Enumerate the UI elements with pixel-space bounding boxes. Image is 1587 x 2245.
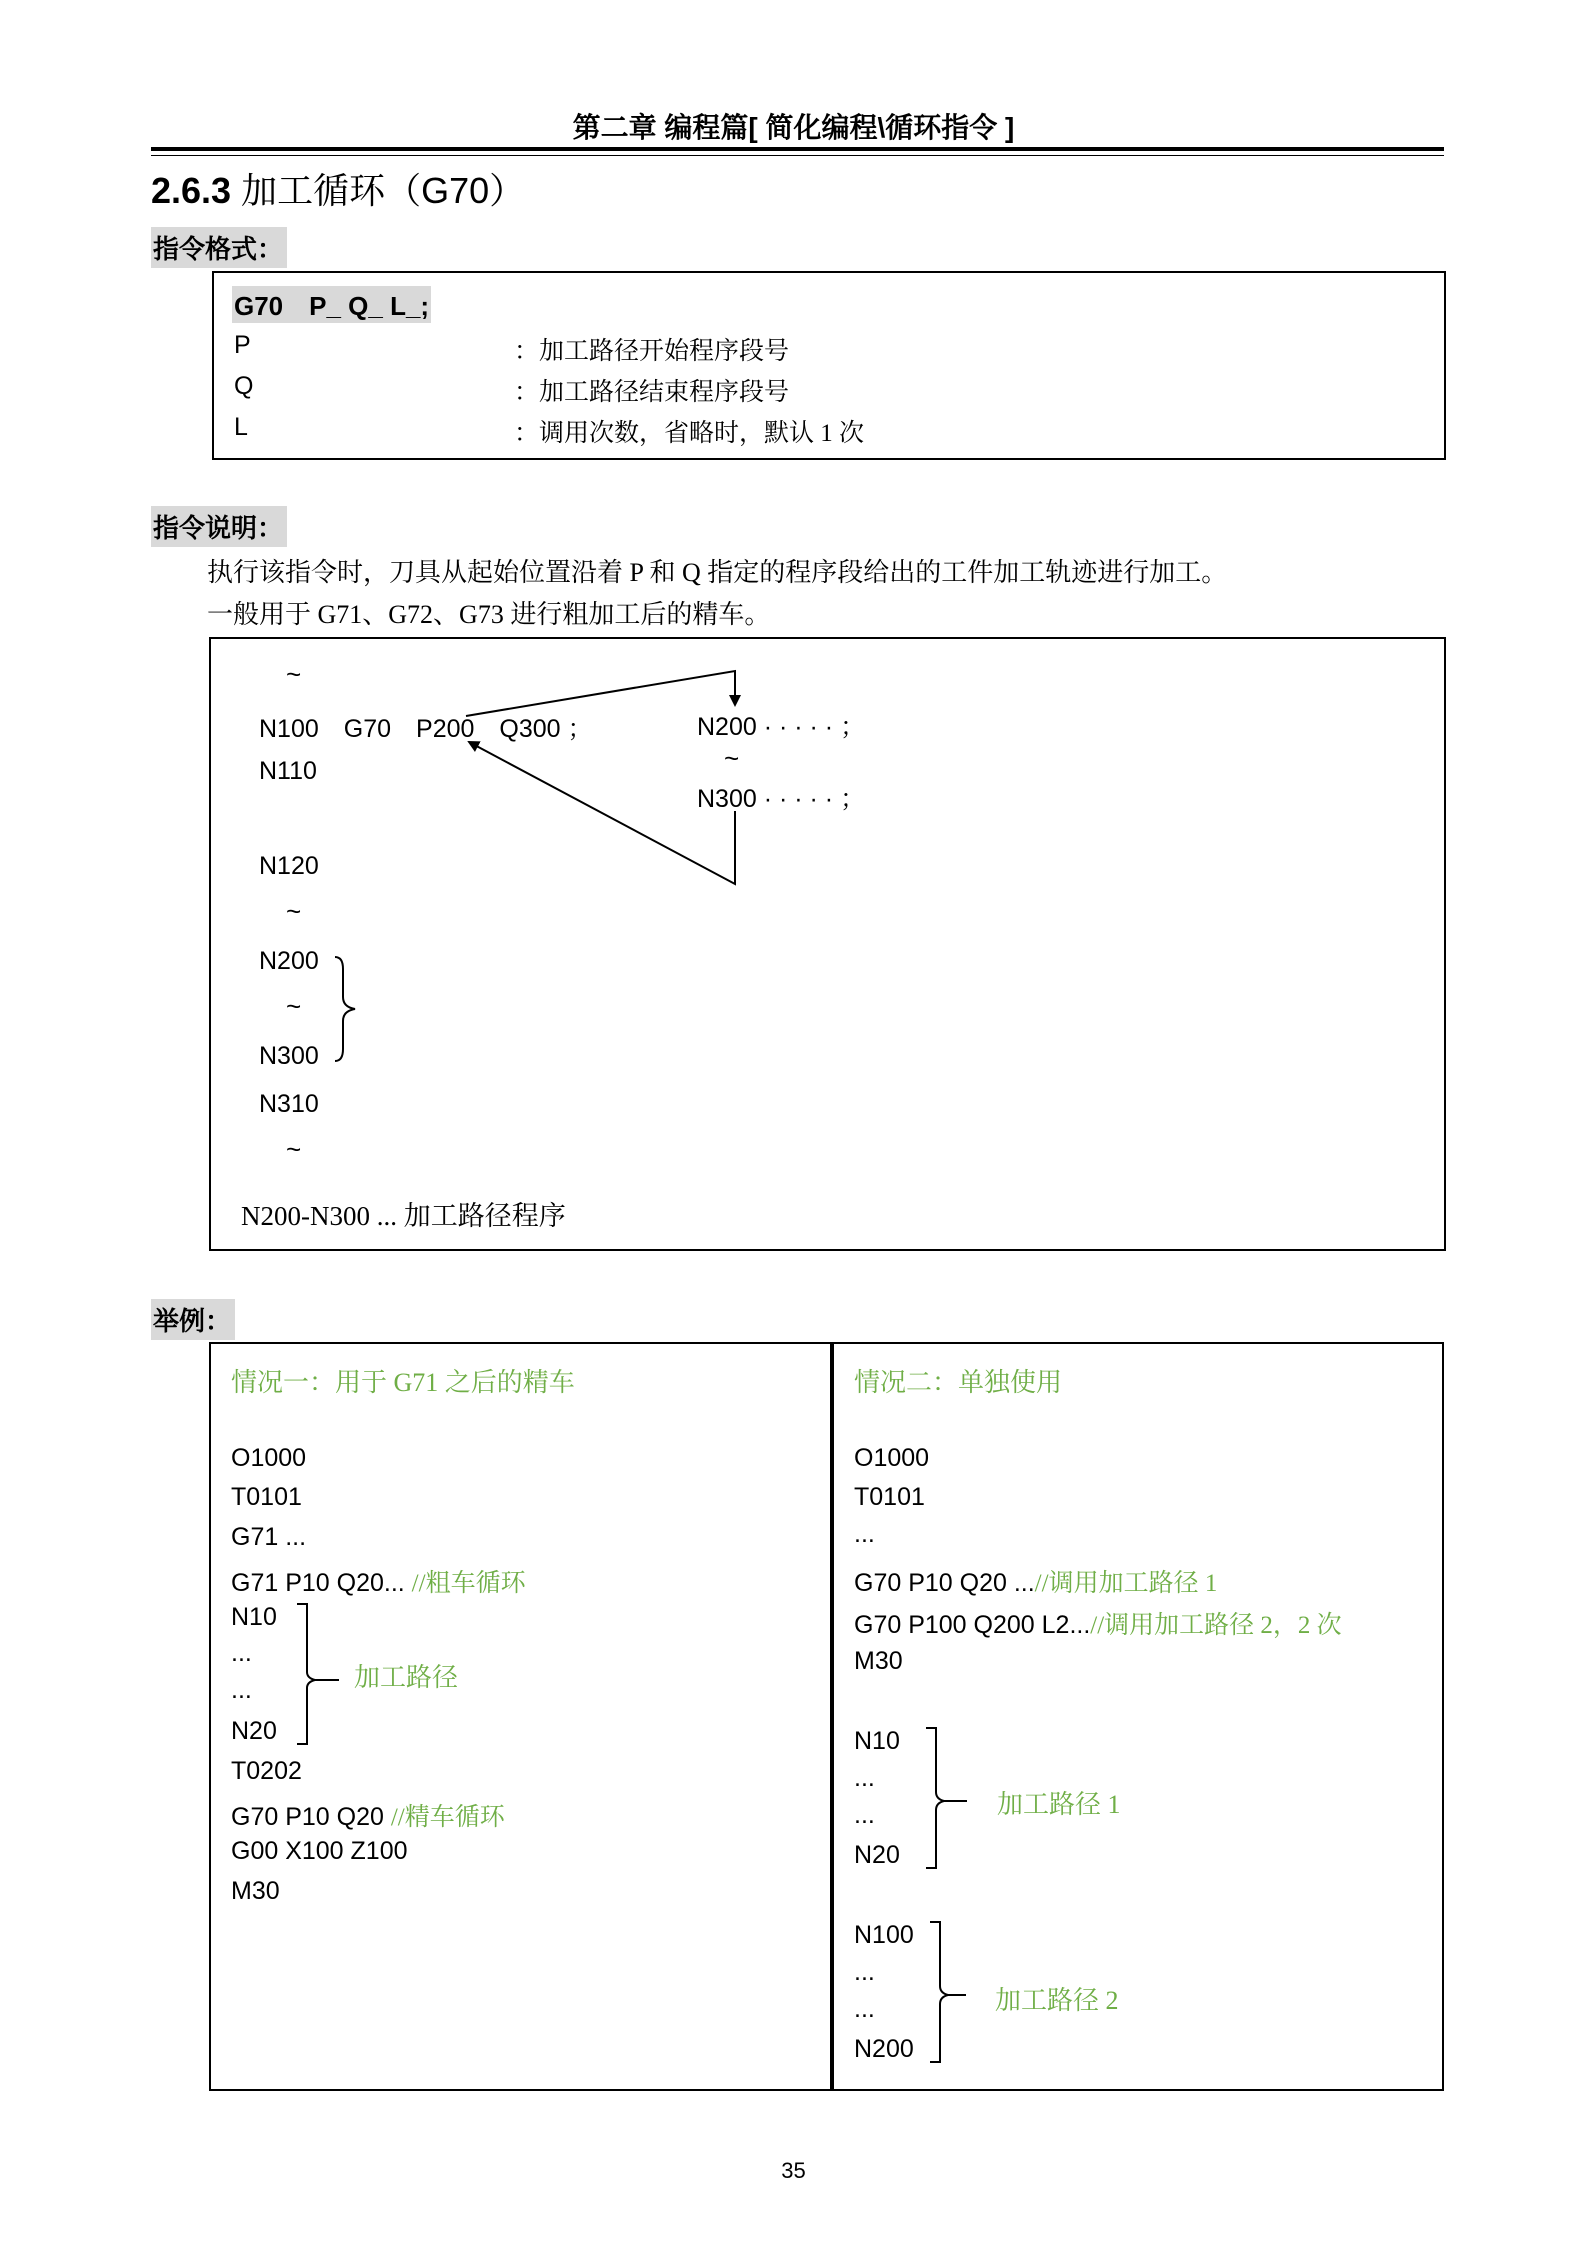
diagram-tilde-4: ~ [286, 1134, 302, 1164]
case2-brace-2 [930, 1922, 966, 2062]
section-title: 加工循环（G70） [241, 170, 526, 211]
param-q-desc: ：加工路径结束程序段号 [514, 379, 790, 406]
diagram-brace [335, 957, 355, 1061]
case2-g70-2-comment: //调用加工路径 2，2 次 [1090, 1612, 1342, 1639]
case2-brace-1 [926, 1728, 967, 1868]
case1-line-o1000: O1000 [231, 1444, 307, 1472]
case1-line-m30: M30 [231, 1877, 280, 1905]
header-rule-thick [151, 147, 1444, 151]
case2-g2-dots-2: ... [854, 1995, 875, 2023]
diagram-box [209, 637, 1446, 1251]
diagram-n200: N200 [259, 947, 319, 975]
diagram-sub-tilde: ~ [724, 743, 740, 773]
diagram-sub-n200: N200 · · · · · ； [697, 713, 866, 741]
diagram-sub-n300: N300 · · · · · ； [697, 785, 866, 813]
case2-line-o1000: O1000 [854, 1444, 930, 1472]
case2-brace-svg [834, 1344, 1446, 2093]
case2-g1-dots-1: ... [854, 1764, 875, 1792]
param-p-desc: ：加工路径开始程序段号 [514, 338, 790, 365]
case1-box [209, 1342, 832, 2091]
param-q-name: Q [234, 372, 254, 400]
case2-g1-n20: N20 [854, 1841, 900, 1869]
case2-g1-label: 加工路径 1 [997, 1790, 1121, 1819]
case1-line-g00: G00 X100 Z100 [231, 1837, 408, 1865]
arrow-return-to-n100 [469, 742, 735, 884]
param-l-desc: ：调用次数，省略时，默认 1 次 [514, 420, 865, 447]
param-l-name: L [234, 413, 248, 441]
case1-line-dots-2: ... [231, 1676, 252, 1704]
case2-g70-1-comment: //调用加工路径 1 [1034, 1570, 1218, 1597]
diagram-caption: N200-N300 ... 加工路径程序 [241, 1201, 566, 1231]
diagram-n310: N310 [259, 1090, 319, 1118]
diagram-n300: N300 [259, 1042, 319, 1070]
case1-line-t0202: T0202 [231, 1757, 302, 1785]
case1-brace [297, 1604, 339, 1744]
case2-g2-n200: N200 [854, 2035, 914, 2063]
format-box [212, 271, 1446, 460]
diagram-arrows [211, 639, 1448, 1253]
case1-line-g71: G71 ... [231, 1523, 307, 1551]
case1-brace-svg [211, 1344, 834, 2093]
case2-title: 情况二：单独使用 [854, 1368, 1063, 1397]
description-label: 指令说明： [151, 506, 287, 547]
param-p-name: P [234, 331, 251, 359]
case2-line-dots: ... [854, 1520, 875, 1548]
description-line-2: 一般用于 G71、G72、G73 进行粗加工后的精车。 [207, 600, 771, 629]
case1-g71-comment: //粗车循环 [411, 1570, 526, 1597]
diagram-n100-line: N100 G70 P200 Q300 ； [259, 715, 593, 743]
case2-g2-label: 加工路径 2 [995, 1986, 1119, 2015]
section-number: 2.6.3 [151, 170, 232, 211]
diagram-tilde-1: ~ [286, 659, 302, 689]
diagram-tilde-3: ~ [286, 991, 302, 1021]
case2-g2-n100: N100 [854, 1921, 914, 1949]
format-label: 指令格式： [151, 227, 287, 268]
case2-g70-2-code: G70 P100 Q200 L2... [854, 1611, 1091, 1639]
case1-brace-label: 加工路径 [354, 1663, 459, 1692]
case2-g2-dots-1: ... [854, 1958, 875, 1986]
description-line-1: 执行该指令时，刀具从起始位置沿着 P 和 Q 指定的程序段给出的工件加工轨迹进行加工。 [207, 558, 1228, 587]
case1-g71-code: G71 P10 Q20... [231, 1569, 412, 1597]
arrow-to-n200 [466, 671, 735, 716]
example-label: 举例： [151, 1299, 235, 1340]
case1-line-t0101: T0101 [231, 1483, 302, 1511]
chapter-header: 第二章 编程篇[ 简化编程\循环指令 ] [572, 112, 1015, 143]
case1-title: 情况一：用于 G71 之后的精车 [231, 1368, 575, 1397]
section-heading [151, 163, 525, 214]
case1-g70-comment: //精车循环 [390, 1804, 505, 1831]
case2-g1-dots-2: ... [854, 1801, 875, 1829]
case2-line-m30: M30 [854, 1647, 903, 1675]
case1-line-n10: N10 [231, 1603, 277, 1631]
page-number: 35 [781, 2158, 806, 2183]
diagram-n110: N110 [259, 757, 317, 785]
case2-g1-n10: N10 [854, 1727, 900, 1755]
case2-g70-1-code: G70 P10 Q20 ... [854, 1569, 1035, 1597]
case2-line-t0101: T0101 [854, 1483, 925, 1511]
diagram-n120: N120 [259, 852, 319, 880]
case2-box [832, 1342, 1444, 2091]
case1-g70-code: G70 P10 Q20 [231, 1803, 391, 1831]
case1-line-dots-1: ... [231, 1639, 252, 1667]
case1-line-n20: N20 [231, 1717, 277, 1745]
format-syntax: G70 P_ Q_ L_; [232, 286, 431, 323]
diagram-tilde-2: ~ [286, 896, 302, 926]
header-rule-thin [151, 155, 1444, 156]
